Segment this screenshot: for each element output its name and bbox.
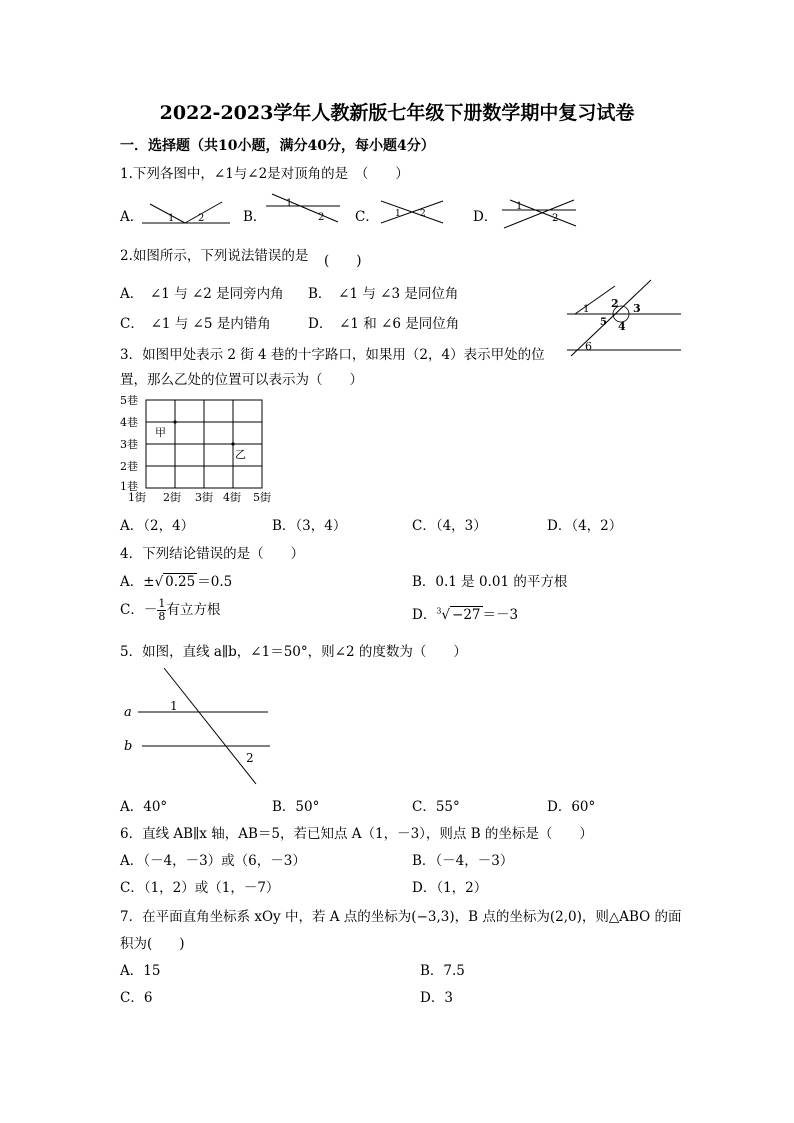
q3-row-1: 1巷: [120, 480, 138, 493]
q5-option-c[interactable]: C．55°: [412, 799, 460, 815]
q2-label-4: 4: [618, 320, 626, 333]
q5-figure: [120, 664, 280, 788]
q6-option-a[interactable]: A．（－4，－3）或（6，－3）: [120, 853, 306, 869]
q2-stem: 2.如图所示，下列说法错误的是: [120, 248, 309, 264]
q3-col-2: 2街: [163, 491, 181, 504]
q1b-angle1: 1: [286, 198, 293, 209]
q4-option-d[interactable]: [412, 603, 518, 623]
q3-col-5: 5街: [253, 491, 271, 504]
q4a-prefix: A．±: [120, 574, 155, 590]
q3-row-5: 5巷: [120, 394, 138, 407]
q1-figure-b: [264, 192, 344, 224]
sqrt-symbol: √: [441, 607, 451, 623]
q1-option-a[interactable]: A．: [120, 209, 144, 225]
q2-label-5: 5: [600, 317, 607, 328]
q2-option-b[interactable]: B． ∠1 与 ∠3 是同位角: [308, 286, 459, 302]
q3-option-c[interactable]: C．（4，3）: [412, 518, 487, 534]
q5-angle-2: 2: [246, 751, 254, 765]
q1a-angle2: 2: [198, 213, 205, 224]
q1d-angle2: 2: [552, 213, 559, 224]
q4d-result: ＝－3: [482, 607, 519, 623]
page-title: 2022-2023学年人教新版七年级下册数学期中复习试卷: [159, 102, 635, 124]
q5-line-b: b: [124, 739, 133, 754]
q3-option-b[interactable]: B．（3，4）: [272, 518, 347, 534]
q4c-fraction: $\frac{1}{8}$: [158, 597, 166, 623]
q5-option-d[interactable]: D．60°: [547, 799, 596, 815]
q3-label-jia: 甲: [155, 426, 166, 439]
q1-option-c[interactable]: C．: [355, 209, 379, 225]
q4d-index: 3: [436, 606, 442, 616]
q2-label-1: 1: [583, 304, 590, 315]
q3-option-a[interactable]: A．（2，4）: [120, 518, 195, 534]
q4-option-a[interactable]: [120, 570, 232, 590]
q3-stem-1: 3．如图甲处表示 2 街 4 巷的十字路口，如果用（2，4）表示甲处的位: [120, 347, 545, 363]
q1-figure-a: [142, 196, 232, 226]
q1-option-d[interactable]: D．: [473, 209, 498, 225]
q6-option-b[interactable]: B．（－4，－3）: [412, 853, 514, 869]
q6-stem: 6．直线 AB∥x 轴，AB＝5，若已知点 A（1，－3），则点 B 的坐标是（ ）: [120, 826, 593, 842]
sqrt-symbol: √: [154, 574, 164, 590]
q7-option-a[interactable]: A．15: [120, 963, 161, 979]
q2-paren: ( ): [324, 253, 362, 269]
q3-col-3: 3街: [195, 491, 213, 504]
q5-stem: 5．如图，直线 a∥b，∠1＝50°，则∠2 的度数为（ ）: [120, 644, 467, 660]
q3-row-2: 2巷: [120, 460, 138, 473]
q2-label-3: 3: [633, 302, 641, 315]
q5-angle-1: 1: [170, 699, 178, 713]
q7-option-d[interactable]: D．3: [420, 990, 453, 1006]
q1c-angle2: 2: [420, 209, 426, 219]
q7-stem-1: 7．在平面直角坐标系 xOy 中，若 A 点的坐标为(−3,3)，B 点的坐标为(2,0)，则△ABO 的面: [120, 909, 682, 925]
q4a-result: ＝0.5: [197, 574, 233, 590]
q1-figure-c: [377, 199, 447, 225]
q3-label-yi: 乙: [235, 448, 246, 461]
q3-row-3: 3巷: [120, 438, 138, 451]
q1b-angle2: 2: [318, 212, 325, 223]
q1-stem: 1.下列各图中，∠1与∠2是对顶角的是 （ ）: [120, 166, 409, 182]
q2-option-d[interactable]: D． ∠1 和 ∠6 是同位角: [308, 316, 460, 332]
q2-option-a[interactable]: A． ∠1 与 ∠2 是同旁内角: [120, 286, 284, 302]
q1-figure-d: [500, 198, 580, 230]
q3-grid-figure: [118, 392, 288, 504]
q2-option-c[interactable]: C． ∠1 与 ∠5 是内错角: [120, 316, 271, 332]
section-heading: 一．选择题（共10小题，满分40分，每小题4分）: [120, 138, 435, 154]
q3-row-4: 4巷: [120, 416, 138, 429]
q5-option-b[interactable]: B．50°: [272, 799, 320, 815]
q4-stem: 4．下列结论错误的是（ ）: [120, 546, 305, 562]
q3-col-1: 1街: [128, 491, 146, 504]
q2-figure: [565, 280, 685, 358]
q7-stem-2: 积为( ): [120, 936, 185, 952]
q3-stem-2: 置，那么乙处的位置可以表示为（ ）: [120, 372, 363, 388]
q7-option-c[interactable]: C．6: [120, 990, 153, 1006]
q2-label-2: 2: [611, 297, 619, 310]
q5-option-a[interactable]: A．40°: [120, 799, 168, 815]
q6-option-c[interactable]: C．（1，2）或（1，－7）: [120, 880, 280, 896]
q4c-text: 有立方根: [166, 602, 221, 618]
q3-col-4: 4街: [223, 491, 241, 504]
q1-option-b[interactable]: B．: [243, 209, 267, 225]
q6-option-d[interactable]: D．（1，2）: [412, 880, 488, 896]
q7-option-b[interactable]: B．7.5: [420, 963, 465, 979]
q1a-angle1: 1: [168, 213, 175, 224]
q4c-prefix: C．－: [120, 602, 158, 618]
q1c-angle1: 1: [395, 209, 401, 219]
q2-label-6: 6: [585, 340, 592, 353]
q3-option-d[interactable]: D．（4，2）: [547, 518, 623, 534]
q4d-prefix: D．: [412, 607, 437, 623]
q4d-radicand: −27: [452, 607, 481, 623]
q4a-radicand: 0.25: [165, 574, 196, 590]
q5-line-a: a: [124, 705, 132, 720]
q4-option-b[interactable]: B．0.1 是 0.01 的平方根: [412, 574, 568, 590]
q1d-angle1: 1: [516, 201, 523, 212]
q4-option-c[interactable]: [120, 598, 220, 623]
